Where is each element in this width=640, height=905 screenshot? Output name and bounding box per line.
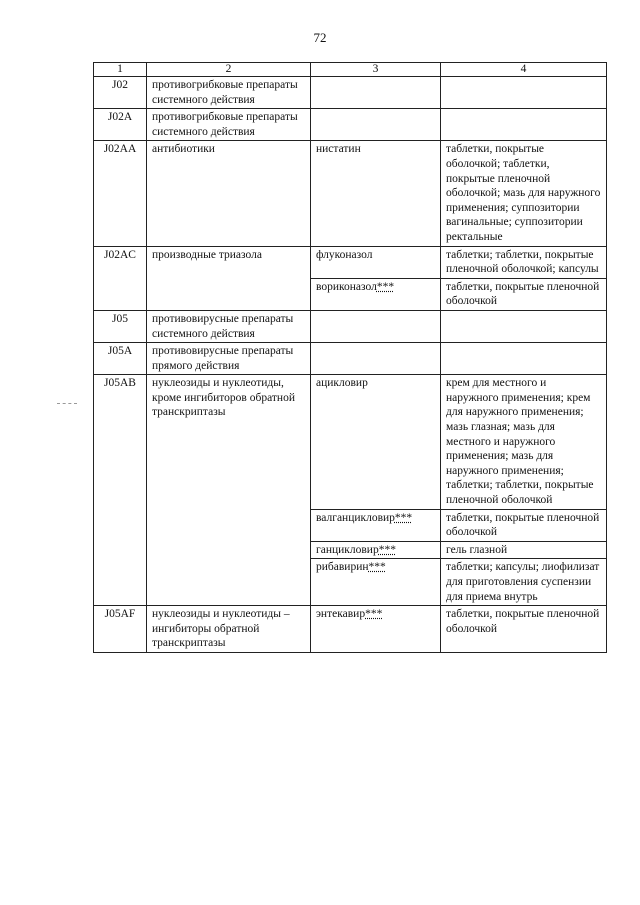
atc-code-cell: J05A	[94, 343, 147, 375]
table-row	[94, 375, 607, 509]
drug-name-cell	[311, 343, 441, 375]
atc-code-cell: J02	[94, 77, 147, 109]
table-row	[94, 77, 607, 109]
drug-name: нистатин	[316, 143, 361, 156]
special-mark: ***	[368, 561, 386, 574]
drug-name: валганцикловир	[316, 511, 395, 524]
dosage-forms-cell: таблетки, покрытые пленочной оболочкой	[441, 606, 607, 653]
drug-group-cell: нуклеозиды и нуклеотиды – ингибиторы обратной транскриптазы	[147, 606, 311, 653]
medicines-table	[93, 62, 607, 653]
special-mark: ***	[376, 280, 395, 293]
drug-name: вориконазол	[316, 280, 377, 293]
header-cell-4: 4	[441, 63, 607, 77]
drug-group-cell: противогрибковые препараты системного действия	[147, 109, 311, 141]
drug-name: флуконазол	[316, 248, 373, 261]
header-row	[94, 63, 607, 77]
page-number: 72	[313, 30, 327, 45]
dosage-forms-cell: таблетки; таблетки, покрытые пленочной оболочкой; капсулы	[441, 246, 607, 278]
drug-group-cell: антибиотики	[147, 141, 311, 246]
atc-code-cell: J02A	[94, 109, 147, 141]
drug-group-cell: производные триазола	[147, 246, 311, 310]
atc-code-cell: J02AA	[94, 141, 147, 246]
dosage-forms-cell	[441, 310, 607, 342]
dosage-forms-cell: крем для местного и наружного применения; крем для наружного применения; мазь глазная; мазь для местного и наружного применения; мазь для наружного применения; таблетки; таблетки, покрытые пленочной оболочкой	[441, 375, 607, 509]
header-cell-2: 2	[147, 63, 311, 77]
drug-group-cell: противовирусные препараты системного действия	[147, 310, 311, 342]
drug-name-cell	[311, 541, 441, 559]
table-row	[94, 343, 607, 375]
table-row	[94, 246, 607, 278]
drug-name: ганцикловир	[316, 543, 379, 556]
dosage-forms-cell	[441, 343, 607, 375]
atc-code-cell: J02AC	[94, 246, 147, 310]
table-row	[94, 109, 607, 141]
drug-name: энтекавир	[316, 608, 366, 621]
drug-name-cell	[311, 109, 441, 141]
dosage-forms-cell: гель глазной	[441, 541, 607, 559]
drug-group-cell: нуклеозиды и нуклеотиды, кроме ингибиторов обратной транскриптазы	[147, 375, 311, 606]
header-cell-3: 3	[311, 63, 441, 77]
table-row	[94, 141, 607, 246]
drug-name-cell	[311, 77, 441, 109]
special-mark: ***	[394, 511, 413, 524]
drug-name: рибавирин	[316, 561, 369, 574]
dosage-forms-cell: таблетки, покрытые оболочкой; таблетки, покрытые пленочной оболочкой; мазь для наружного применения; суппозитории вагинальные; суппозитории ректальные	[441, 141, 607, 246]
drug-name-cell	[311, 559, 441, 606]
special-mark: ***	[365, 608, 383, 621]
dosage-forms-cell	[441, 109, 607, 141]
drug-group-cell: противовирусные препараты прямого действия	[147, 343, 311, 375]
special-mark: ***	[378, 543, 396, 556]
atc-code-cell: J05	[94, 310, 147, 342]
table-row	[94, 606, 607, 653]
atc-code-cell: J05AF	[94, 606, 147, 653]
drug-name-cell	[311, 509, 441, 541]
scan-mark	[57, 403, 77, 404]
table-body	[94, 77, 607, 653]
drug-name-cell	[311, 141, 441, 246]
drug-name-cell	[311, 246, 441, 278]
dosage-forms-cell: таблетки, покрытые пленочной оболочкой	[441, 509, 607, 541]
drug-name: ацикловир	[316, 377, 368, 390]
drug-group-cell: противогрибковые препараты системного действия	[147, 77, 311, 109]
drug-name-cell	[311, 375, 441, 509]
table-row	[94, 310, 607, 342]
drug-name-cell	[311, 278, 441, 310]
drug-name-cell	[311, 606, 441, 653]
dosage-forms-cell	[441, 77, 607, 109]
header-cell-1: 1	[94, 63, 147, 77]
drug-name-cell	[311, 310, 441, 342]
atc-code-cell: J05AB	[94, 375, 147, 606]
dosage-forms-cell: таблетки; капсулы; лиофилизат для приготовления суспензии для приема внутрь	[441, 559, 607, 606]
dosage-forms-cell: таблетки, покрытые пленочной оболочкой	[441, 278, 607, 310]
